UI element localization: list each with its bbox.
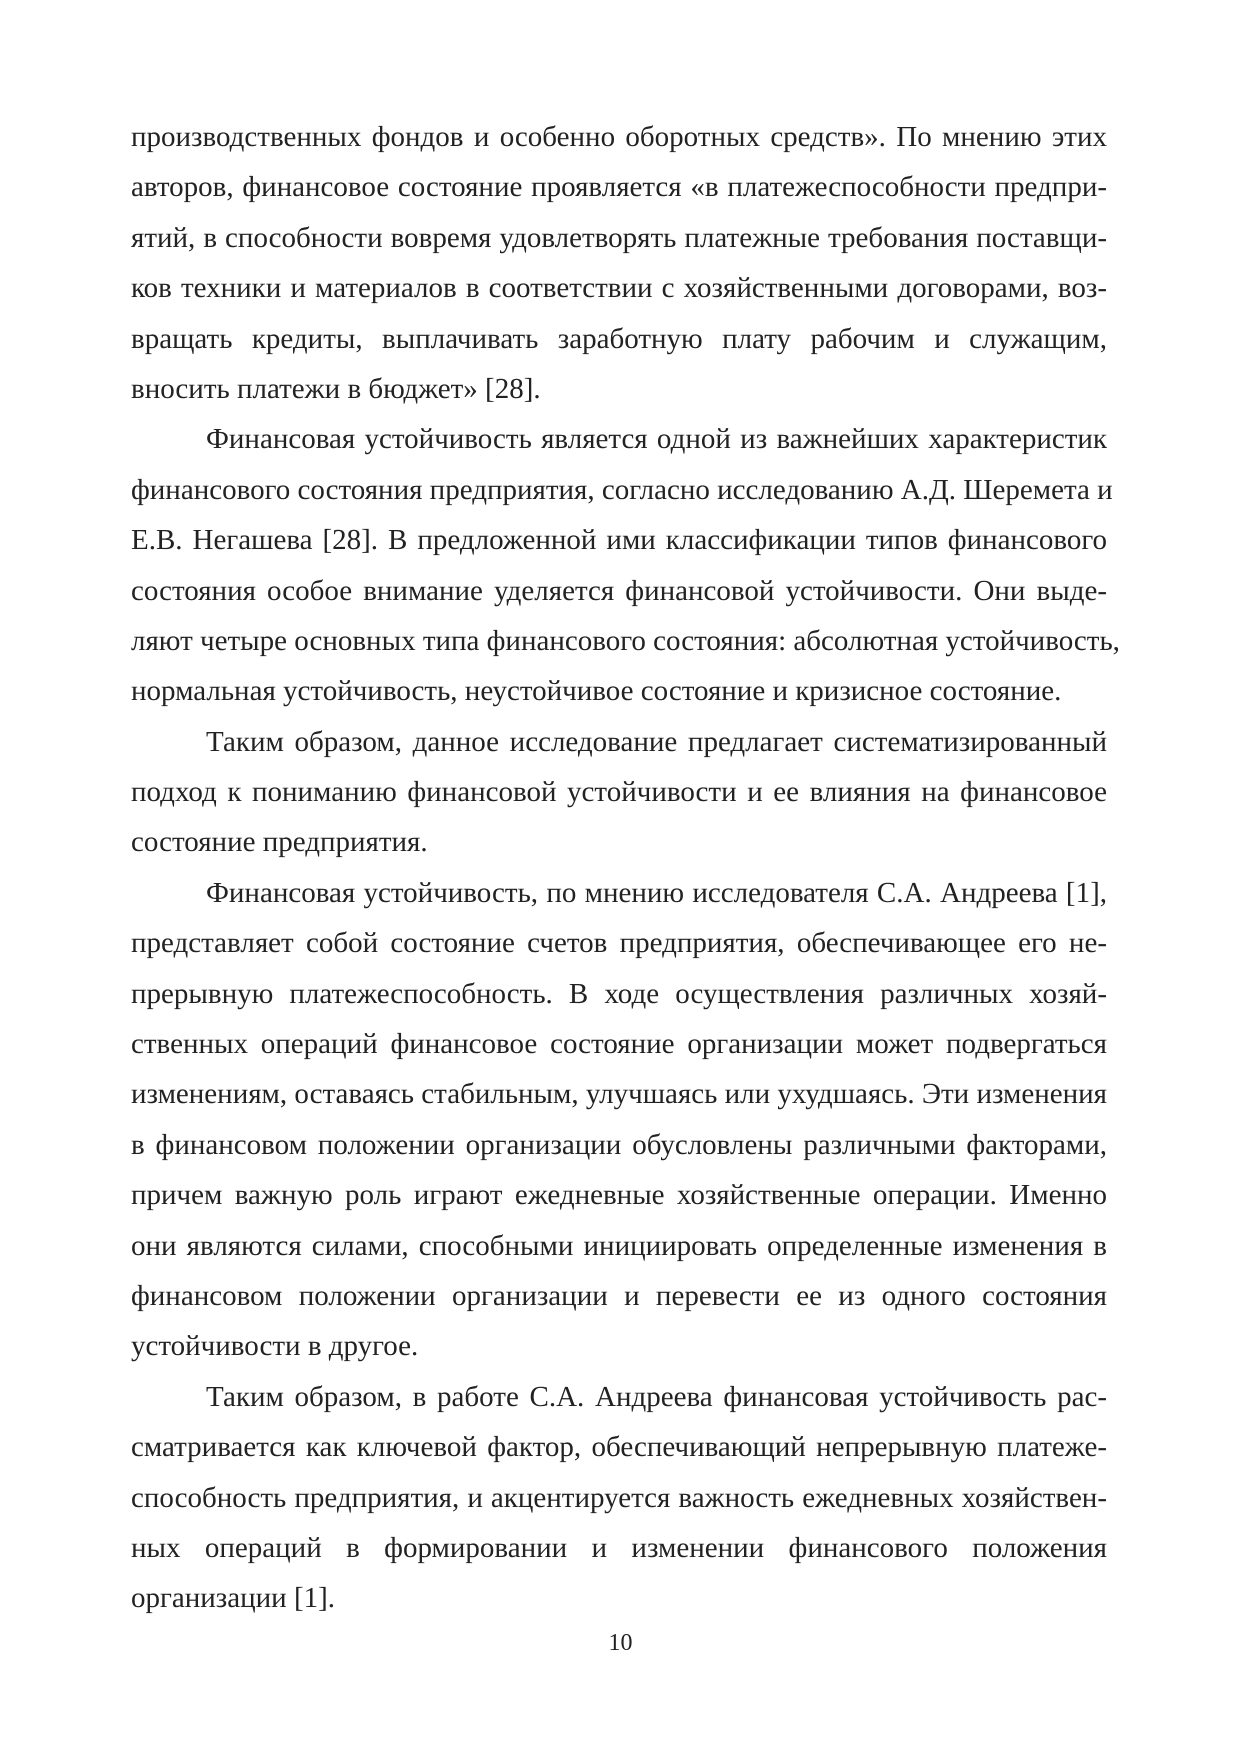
- text-line: Таким образом, данное исследование предлагает систематизированный: [206, 725, 1107, 758]
- text-line: ков техники и материалов в соответствии с хозяйственными договорами, воз-: [131, 272, 1107, 305]
- text-line: устойчивости в другое.: [131, 1330, 419, 1363]
- text-line: состояние предприятия.: [131, 826, 428, 859]
- text-line: представляет собой состояние счетов предприятия, обеспечивающее его не-: [131, 927, 1107, 960]
- text-line: сматривается как ключевой фактор, обеспечивающий непрерывную платеже-: [131, 1431, 1107, 1464]
- text-line: они являются силами, способными инициировать определенные изменения в: [131, 1229, 1107, 1262]
- paragraph-3: [131, 717, 1107, 868]
- text-line: состояния особое внимание уделяется финансовой устойчивости. Они выде-: [131, 574, 1107, 607]
- text-line: причем важную роль играют ежедневные хозяйственные операции. Именно: [131, 1179, 1107, 1212]
- text-line: организации [1].: [131, 1582, 336, 1615]
- text-line: прерывную платежеспособность. В ходе осуществления различных хозяй-: [131, 977, 1107, 1010]
- text-line: авторов, финансовое состояние проявляется «в платежеспособности предпри-: [131, 171, 1107, 204]
- text-line: финансового состояния предприятия, согласно исследованию А.Д. Шеремета и: [131, 473, 1113, 506]
- paragraph-5: [131, 1372, 1107, 1624]
- text-line: Таким образом, в работе С.А. Андреева финансовая устойчивость рас-: [206, 1380, 1107, 1413]
- text-line: подход к пониманию финансовой устойчивости и ее влияния на финансовое: [131, 776, 1107, 809]
- text-line: вносить платежи в бюджет» [28].: [131, 372, 541, 405]
- text-line: ятий, в способности вовремя удовлетворять платежные требования поставщи-: [131, 221, 1107, 254]
- text-line: в финансовом положении организации обусловлены различными факторами,: [131, 1128, 1107, 1161]
- text-line: ляют четыре основных типа финансового состояния: абсолютная устойчивость,: [131, 624, 1120, 657]
- text-line: вращать кредиты, выплачивать заработную плату рабочим и служащим,: [131, 322, 1107, 355]
- text-line: способность предприятия, и акцентируется важность ежедневных хозяйствен-: [131, 1481, 1107, 1514]
- body-text: [131, 112, 1120, 1624]
- text-line: финансовом положении организации и перевести ее из одного состояния: [131, 1279, 1107, 1312]
- text-line: производственных фондов и особенно оборотных средств». По мнению этих: [131, 121, 1107, 153]
- text-line: Финансовая устойчивость, по мнению исследователя С.А. Андреева [1],: [206, 876, 1107, 909]
- paragraph-1: [131, 112, 1107, 414]
- text-line: Е.В. Негашева [28]. В предложенной ими классификации типов финансового: [131, 524, 1107, 557]
- text-line: нормальная устойчивость, неустойчивое состояние и кризисное состояние.: [131, 675, 1062, 708]
- text-line: ных операций в формировании и изменении финансового положения: [131, 1531, 1107, 1564]
- paragraph-4: [131, 868, 1107, 1372]
- page-number: 10: [608, 1630, 633, 1656]
- text-line: ственных операций финансовое состояние организации может подвергаться: [131, 1028, 1107, 1061]
- text-line: Финансовая устойчивость является одной из важнейших характеристик: [206, 423, 1107, 456]
- paragraph-2: [131, 414, 1120, 716]
- text-line: изменениям, оставаясь стабильным, улучшаясь или ухудшаясь. Эти изменения: [131, 1078, 1107, 1111]
